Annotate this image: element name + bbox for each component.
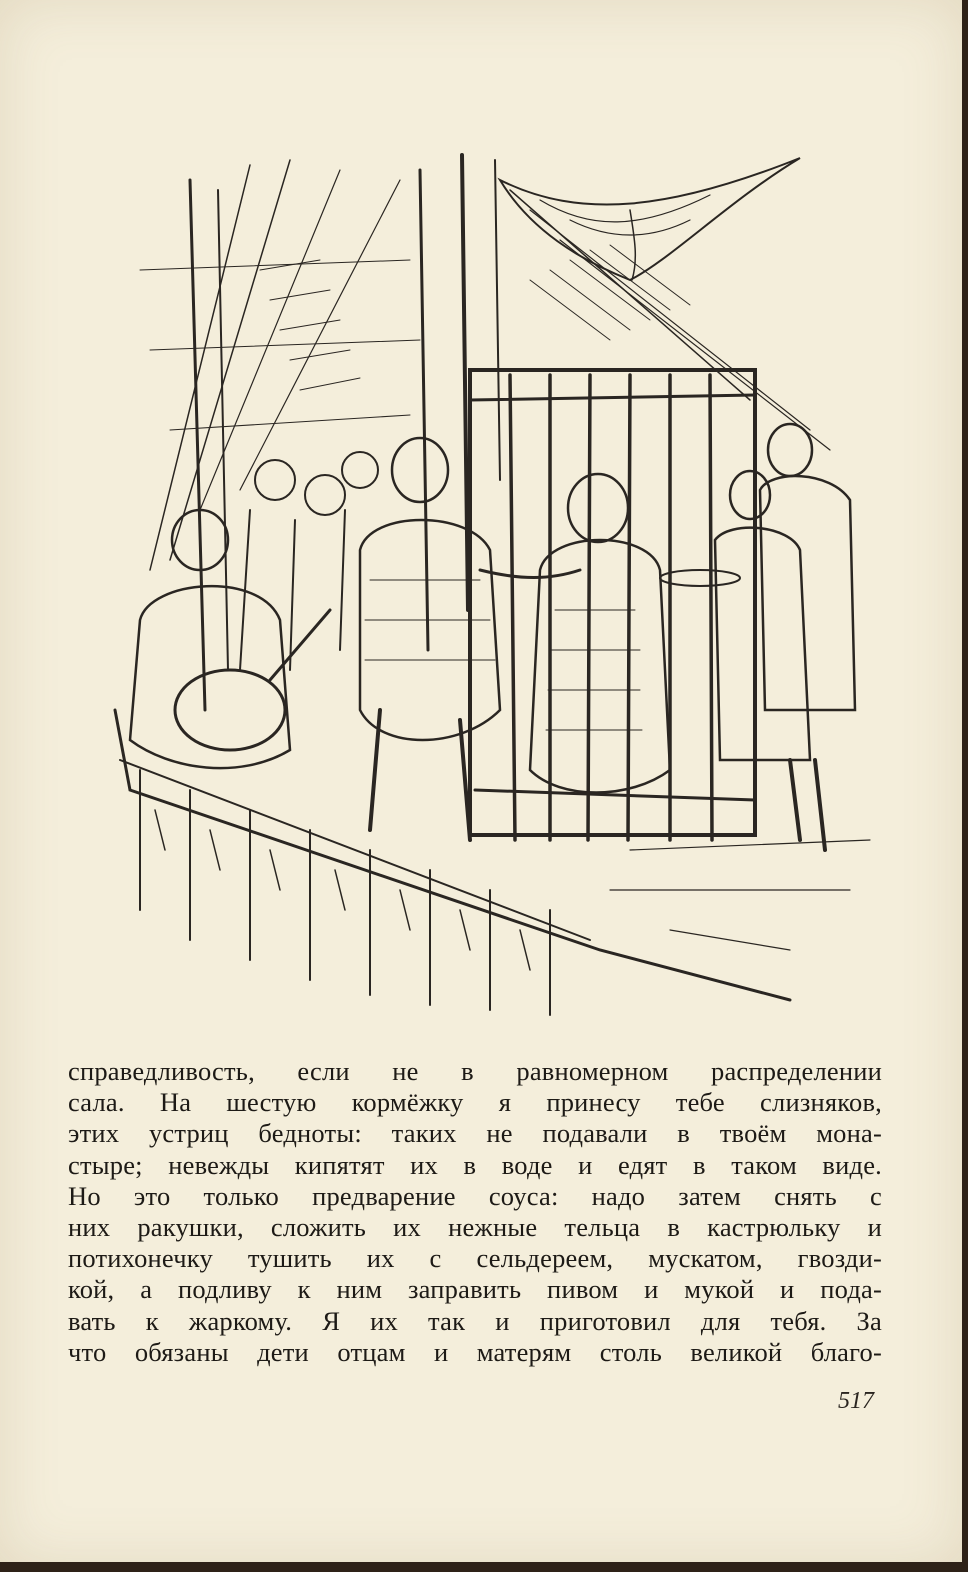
text-line: потихонечку тушить их с сельдереем, мускатом, гвозди- xyxy=(68,1243,882,1274)
text-line: кой, а подливу к ним заправить пивом и мукой и пода- xyxy=(68,1274,882,1305)
text-line: вать к жаркому. Я их так и приготовил для тебя. За xyxy=(68,1305,882,1336)
page-edge-bottom xyxy=(0,1562,968,1572)
text-line: стыре; невежды кипятят их в воде и едят в таком виде. xyxy=(68,1149,882,1180)
page-edge-right xyxy=(962,0,968,1572)
text-line: что обязаны дети отцам и матерям столь великой благо- xyxy=(68,1336,882,1367)
page-number: 517 xyxy=(838,1388,874,1414)
text-line: этих устриц бедноты: таких не подавали в твоём мона- xyxy=(68,1118,882,1149)
text-line: Но это только предварение соуса: надо затем снять с xyxy=(68,1180,882,1211)
text-line: справедливость, если не в равномерном распределении xyxy=(68,1056,882,1086)
text-line: сала. На шестую кормёжку я принесу тебе слизняков, xyxy=(68,1087,882,1118)
engraving-illustration xyxy=(110,150,880,1020)
illustration-drawing xyxy=(110,150,880,1020)
text-line: них ракушки, сложить их нежные тельца в кастрюльку и xyxy=(68,1211,882,1242)
body-text xyxy=(68,1056,882,1368)
